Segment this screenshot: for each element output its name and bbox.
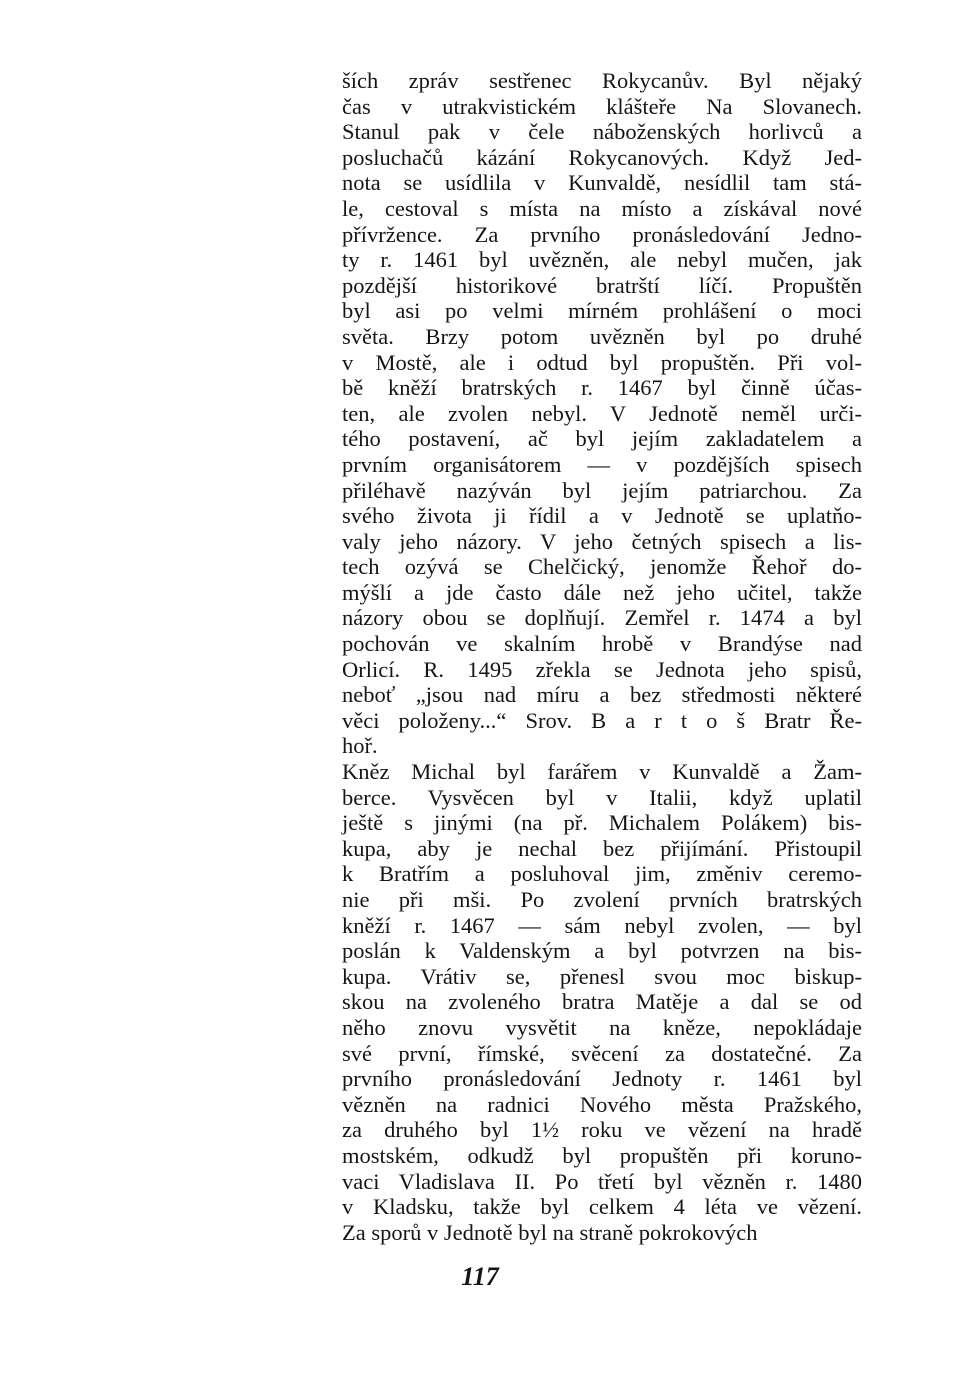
- text-line: pozdější historikové bratrští líčí. Propuštěn: [342, 272, 862, 298]
- text-line: světa. Brzy potom uvězněn byl po druhé: [342, 323, 862, 349]
- text-line: posluchačů kázání Rokycanových. Když Jed-: [342, 144, 862, 170]
- text-line: kněží r. 1467 — sám nebyl zvolen, — byl: [342, 912, 862, 938]
- text-line: svého života ji řídil a v Jednotě se uplatňo-: [342, 503, 862, 529]
- text-line: prvním organisátorem — v pozdějších spisech: [342, 451, 862, 477]
- text-line: tého postavení, ač byl jejím zakladatelem a: [342, 426, 862, 452]
- text-line: za druhého byl 1½ roku ve vězení na hradě: [342, 1117, 862, 1143]
- text-line: skou na zvoleného bratra Matěje a dal se od: [342, 989, 862, 1015]
- text-line: Stanul pak v čele náboženských horlivců a: [342, 119, 862, 145]
- text-line: poslán k Valdenským a byl potvrzen na bis-: [342, 938, 862, 964]
- text-line: ších zpráv sestřenec Rokycanův. Byl nějaký: [342, 68, 862, 93]
- text-line: hoř.: [342, 733, 378, 759]
- text-line: Orlicí. R. 1495 zřekla se Jednota jeho spisů,: [342, 656, 862, 682]
- paragraph-1: [342, 68, 862, 759]
- text-line: nie při mši. Po zvolení prvních bratrských: [342, 887, 862, 912]
- text-line: přiléhavě nazýván byl jejím patriarchou. Za: [342, 477, 862, 503]
- text-line: nota se usídlila v Kunvaldě, nesídlil tam stá-: [342, 170, 862, 196]
- paragraph-2: [342, 759, 862, 1245]
- text-line: mostském, odkudž byl propuštěn při koruno-: [342, 1142, 862, 1168]
- text-line: přívržence. Za prvního pronásledování Jedno-: [342, 221, 862, 247]
- text-line: vězněn na radnici Nového města Pražského,: [342, 1091, 862, 1117]
- text-line: neboť „jsou nad míru a bez středmosti některé: [342, 682, 862, 708]
- text-line: prvního pronásledování Jednoty r. 1461 byl: [342, 1066, 862, 1092]
- text-line: v Kladsku, takže byl celkem 4 léta ve vězení.: [342, 1194, 862, 1220]
- text-line: kupa, aby je nechal bez přijímání. Přistoupil: [342, 835, 862, 861]
- text-line: valy jeho názory. V jeho četných spisech a lis-: [342, 528, 862, 554]
- text-line: v Mostě, ale i odtud byl propuštěn. Při vol-: [342, 349, 862, 375]
- text-line: mýšlí a jde často dále než jeho učitel, takže: [342, 579, 862, 605]
- page-number: 117: [461, 1262, 499, 1291]
- text-line: názory obou se doplňují. Zemřel r. 1474 a byl: [342, 605, 862, 631]
- text-line: tech ozývá se Chelčický, jenomže Řehoř do-: [342, 554, 862, 580]
- text-line: čas v utrakvistickém klášteře Na Slovanech.: [342, 93, 862, 119]
- text-line: pochován ve skalním hrobě v Brandýse nad: [342, 631, 862, 657]
- text-line: věci položeny...“ Srov. B a r t o š Bratr Ře-: [342, 707, 862, 733]
- text-line: ještě s jinými (na př. Michalem Polákem) bis-: [342, 810, 862, 836]
- body-text: [342, 68, 862, 1245]
- text-line: byl asi po velmi mírném prohlášení o moci: [342, 298, 862, 324]
- text-line: k Bratřím a posluhoval jim, změniv ceremo-: [342, 861, 862, 887]
- text-line: bě kněží bratrských r. 1467 byl činně účas-: [342, 375, 862, 401]
- text-line: Kněz Michal byl farářem v Kunvaldě a Žam-: [342, 759, 862, 785]
- text-line: své první, římské, svěcení za dostatečné. Za: [342, 1040, 862, 1066]
- text-line: kupa. Vrátiv se, přenesl svou moc biskup-: [342, 963, 862, 989]
- text-line: ten, ale zvolen nebyl. V Jednotě neměl urči-: [342, 400, 862, 426]
- text-line: le, cestoval s místa na místo a získával nové: [342, 195, 862, 221]
- text-line: vaci Vladislava II. Po třetí byl vězněn r. 1480: [342, 1168, 862, 1194]
- text-line: ty r. 1461 byl uvězněn, ale nebyl mučen, jak: [342, 247, 862, 273]
- text-line: berce. Vysvěcen byl v Italii, když uplatil: [342, 784, 862, 810]
- text-line: něho znovu vysvětit na kněze, nepokládaje: [342, 1014, 862, 1040]
- text-line: Za sporů v Jednotě byl na straně pokrokových: [342, 1219, 758, 1245]
